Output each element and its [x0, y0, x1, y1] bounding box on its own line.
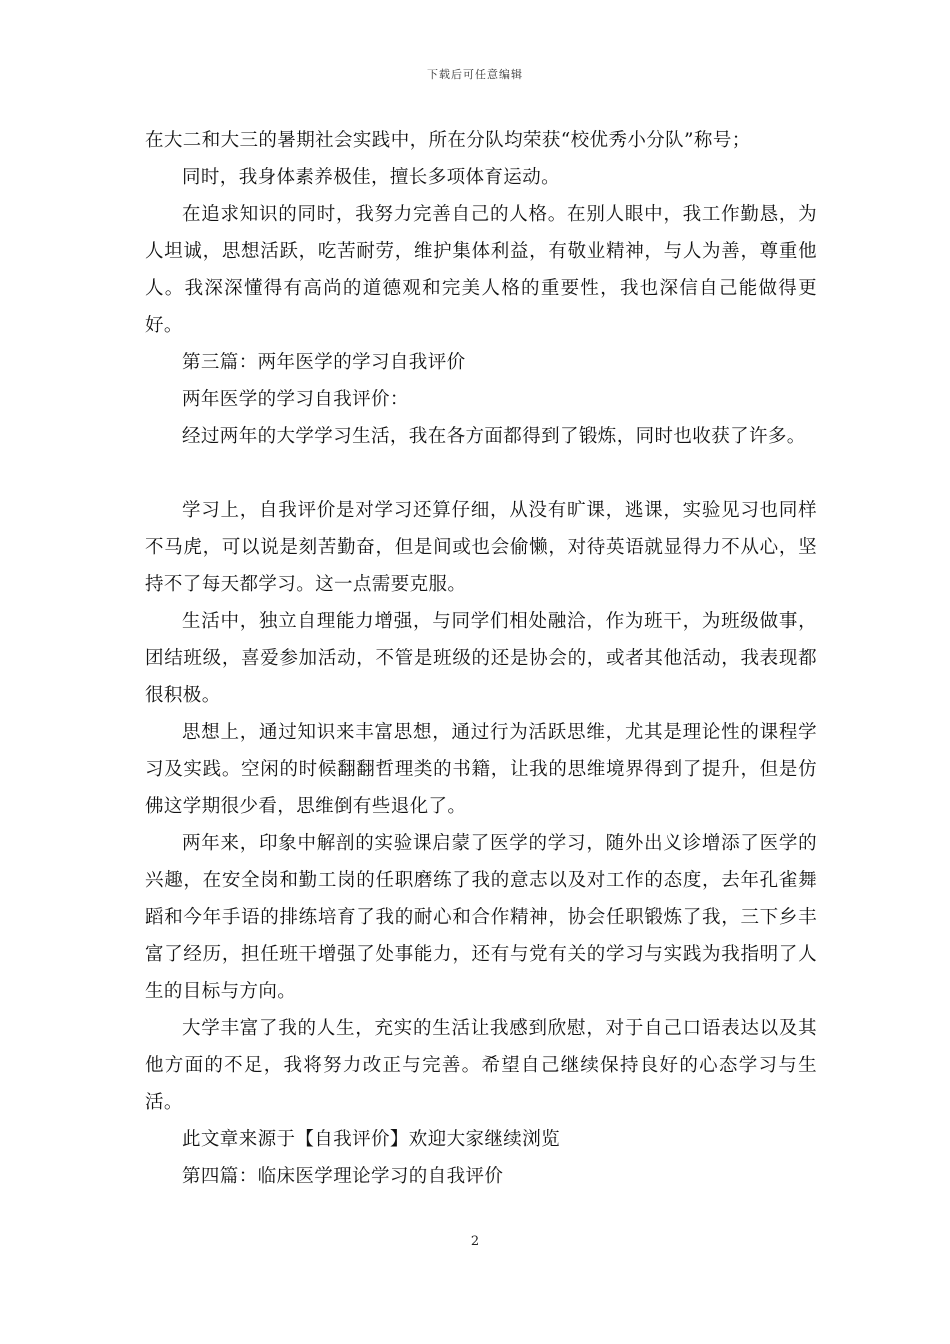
paragraph: 第三篇：两年医学的学习自我评价 [182, 352, 466, 373]
paragraph-spacer [145, 455, 817, 492]
paragraph: 在追求知识的同时，我努力完善自己的人格。在别人眼中，我工作勤恳，为人坦诚，思想活跃，吃苦耐劳，维护集体利益，有敬业精神，与人为善，尊重他人。我深深懂得有高尚的道德观和完美人格的重要性，我也深信自己能做得更好。 [145, 204, 817, 336]
paragraph: 此文章来源于【自我评价】欢迎大家继续浏览 [182, 1129, 561, 1150]
paragraph: 两年医学的学习自我评价： [182, 389, 409, 410]
paragraph: 第四篇：临床医学理论学习的自我评价 [182, 1166, 504, 1187]
paragraph: 生活中，独立自理能力增强，与同学们相处融洽，作为班干，为班级做事，团结班级，喜爱参加活动，不管是班级的还是协会的，或者其他活动，我表现都很积极。 [145, 611, 817, 706]
paragraph: 大学丰富了我的人生，充实的生活让我感到欣慰，对于自己口语表达以及其他方面的不足，我将努力改正与完善。希望自己继续保持良好的心态学习与生活。 [145, 1018, 817, 1113]
paragraph: 思想上，通过知识来丰富思想，通过行为活跃思维，尤其是理论性的课程学习及实践。空闲的时候翻翻哲理类的书籍，让我的思维境界得到了提升，但是仿佛这学期很少看，思维倒有些退化了。 [145, 722, 817, 817]
page-number: 2 [470, 1234, 480, 1249]
paragraph: 经过两年的大学学习生活，我在各方面都得到了锻炼，同时也收获了许多。 [182, 426, 806, 447]
paragraph: 学习上，自我评价是对学习还算仔细，从没有旷课，逃课，实验见习也同样不马虎，可以说是刻苦勤奋，但是间或也会偷懒，对待英语就显得力不从心，坚持不了每天都学习。这一点需要克服。 [145, 500, 817, 595]
paragraph: 同时，我身体素养极佳，擅长多项体育运动。 [182, 167, 561, 188]
page-header: 下载后可任意编辑 [427, 68, 523, 81]
paragraph: 两年来，印象中解剖的实验课启蒙了医学的学习，随外出义诊增添了医学的兴趣，在安全岗和勤工岗的任职磨练了我的意志以及对工作的态度，去年孔雀舞蹈和今年手语的排练培育了我的耐心和合作精神，协会任职锻炼了我，三下乡丰富了经历，担任班干增强了处事能力，还有与党有关的学习与实践为我指明了人生的目标与方向。 [145, 833, 817, 1002]
paragraph: 在大二和大三的暑期社会实践中，所在分队均荣获“校优秀小分队”称号； [145, 130, 751, 151]
document-body [145, 122, 817, 1195]
